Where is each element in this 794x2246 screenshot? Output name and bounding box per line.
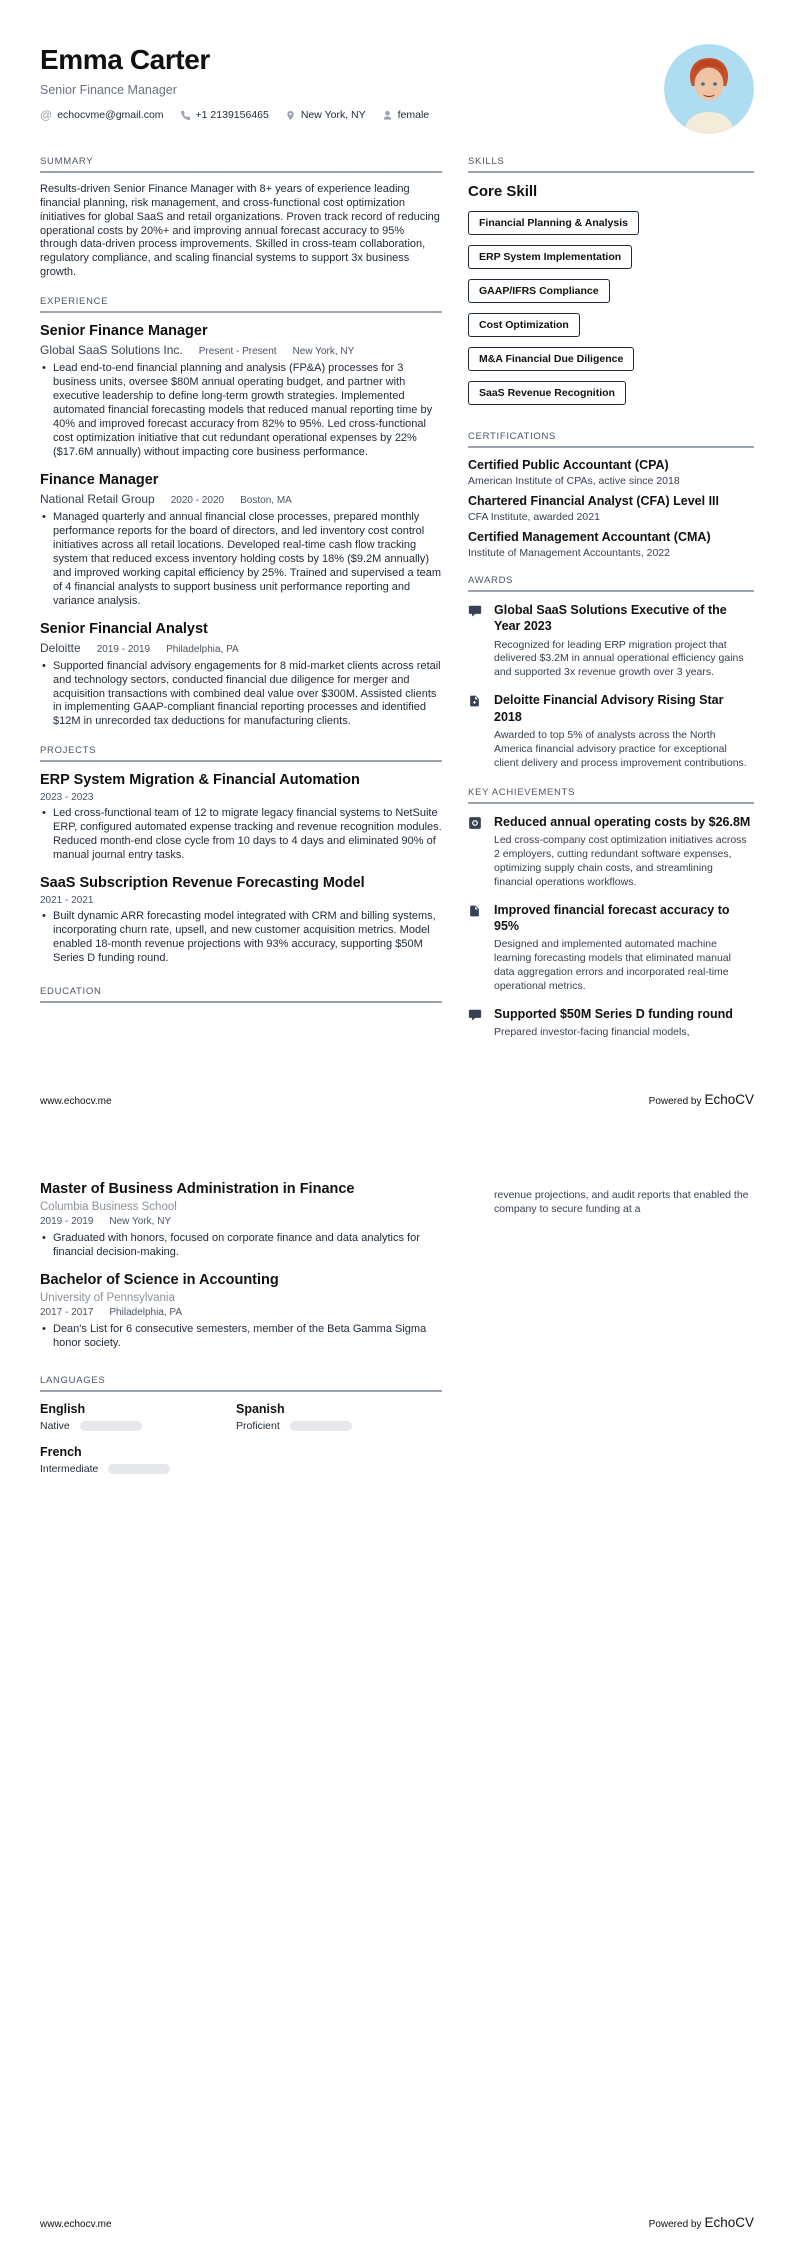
achievement-entry: [468, 902, 754, 994]
right-column: [468, 156, 754, 1052]
email-icon: @: [40, 108, 53, 122]
key-achievements-section-label: KEY ACHIEVEMENTS: [468, 787, 754, 804]
language-name: Spanish: [236, 1401, 285, 1416]
language-entry: [236, 1402, 432, 1432]
education-dates: 2019 - 2019: [40, 1216, 94, 1227]
education-location: New York, NY: [109, 1216, 172, 1227]
certifications-section-label: CERTIFICATIONS: [468, 431, 754, 448]
project-entry: [40, 772, 442, 863]
language-level: Native: [40, 1419, 70, 1432]
education-location: Philadelphia, PA: [109, 1306, 183, 1318]
summary-section-label: SUMMARY: [40, 156, 442, 173]
education-entry: [40, 1181, 442, 1260]
degree-title: Bachelor of Science in Accounting: [40, 1271, 279, 1288]
section-key-achievements: [468, 787, 754, 1041]
awards-section-label: AWARDS: [468, 575, 754, 592]
education-section-label: EDUCATION: [40, 986, 442, 1003]
comment-bubble-icon: [468, 602, 484, 680]
certification-org: American Institute of CPAs, active since 2018: [468, 475, 680, 487]
award-title: Global SaaS Solutions Executive of the Year 2023: [494, 603, 727, 634]
certification-name: Certified Management Accountant (CMA): [468, 530, 711, 544]
camera-icon: [468, 814, 484, 890]
footer-brand: EchoCV: [704, 2215, 754, 2230]
profile-photo: [664, 44, 754, 134]
experience-entry: [40, 323, 442, 460]
skill-chip: GAAP/IFRS Compliance: [468, 279, 610, 303]
section-summary: [40, 156, 442, 280]
footer-powered-text: Powered by: [648, 1096, 702, 1107]
project-dates: 2023 - 2023: [40, 792, 94, 804]
page-footer: [40, 1092, 754, 1107]
skill-chip: SaaS Revenue Recognition: [468, 381, 626, 405]
language-level: Proficient: [236, 1419, 280, 1432]
skill-chip: ERP System Implementation: [468, 245, 632, 269]
footer-powered-by: [649, 2215, 754, 2230]
file-plus-icon: [468, 692, 484, 770]
skill-chip: Financial Planning & Analysis: [468, 211, 639, 235]
job-location: Philadelphia, PA: [166, 643, 239, 655]
language-progress-track: [108, 1464, 170, 1474]
job-company: Deloitte: [40, 640, 81, 655]
certification-entry: [468, 530, 754, 559]
skill-chip: M&A Financial Due Diligence: [468, 347, 634, 371]
phone-icon: [180, 110, 191, 121]
job-location: New York, NY: [292, 346, 355, 358]
education-entry: [40, 1272, 442, 1351]
section-skills: [468, 156, 754, 415]
language-progress-track: [80, 1421, 142, 1431]
project-entry: [40, 875, 442, 966]
education-bullet: • Dean's List for 6 consecutive semesters, member of the Beta Gamma Sigma honor society.: [40, 1323, 442, 1351]
achievement-title: Reduced annual operating costs by $26.8M: [494, 814, 751, 829]
school-name: Columbia Business School: [40, 1201, 177, 1213]
section-languages: [40, 1375, 442, 1475]
job-bullet: • Supported financial advisory engagements for 8 mid-market clients across retail and technology sectors, conducted financial due diligence for merger and acquisition transactions with combined deal value over $300M. Assisted clients in implementing GAAP-compliant financial reporting processes and identified $12M in unrecorded tax deductions for manufacturing clients.: [40, 660, 442, 730]
education-dates: 2017 - 2017: [40, 1306, 94, 1318]
degree-title: Master of Business Administration in Finance: [40, 1181, 355, 1197]
language-progress-track: [290, 1421, 352, 1431]
achievement-title: Improved financial forecast accuracy to 95%: [494, 902, 730, 934]
achievement-title: Supported $50M Series D funding round: [494, 1007, 733, 1022]
job-title: Senior Financial Analyst: [40, 620, 208, 637]
section-awards: [468, 575, 754, 771]
section-experience: [40, 296, 442, 729]
job-dates: Present - Present: [198, 346, 277, 358]
page-footer: [40, 2215, 754, 2230]
education-bullet: • Graduated with honors, focused on corporate finance and data analytics for financial decision-making.: [40, 1232, 442, 1260]
section-certifications: [468, 431, 754, 559]
person-icon: [382, 110, 393, 121]
person-name: Emma Carter: [40, 44, 210, 75]
certification-org: Institute of Management Accountants, 2022: [468, 547, 670, 559]
experience-section-label: EXPERIENCE: [40, 296, 442, 313]
achievement-entry: [468, 1006, 754, 1040]
certification-name: Certified Public Accountant (CPA): [468, 458, 669, 472]
contact-gender-text: female: [397, 109, 430, 121]
job-dates: 2020 - 2020: [170, 494, 225, 506]
contact-location: [285, 109, 366, 121]
skills-group-title: Core Skill: [468, 183, 538, 200]
experience-entry: [40, 621, 442, 730]
section-education-start: [40, 986, 442, 1003]
job-bullet: • Managed quarterly and annual financial close processes, prepared monthly performance reports for the board of directors, and led inventory cost control initiatives across all retail locations. Developed real-time cash flow tracking system that reduced excess inventory holding costs by 18% ($9.2M annually) and improved working capital efficiency by 25%. Trained and supervised a team of 4 financial analysts to support business unit performance reporting and variance analysis.: [40, 511, 442, 609]
footer-powered-text: Powered by: [648, 2219, 702, 2230]
skill-chip: Cost Optimization: [468, 313, 580, 337]
section-projects: [40, 745, 442, 966]
summary-text: Results-driven Senior Finance Manager with 8+ years of experience leading financial planning, risk management, and cross-functional cost optimization initiatives for global SaaS and retail organizations. Proven track record of reducing operational costs by 20%+ and improving annual forecast accuracy to 95% through data-driven process improvements. Skilled in cross-team collaboration, regulatory compliance, and scaling financial systems to support 3x business growth.: [40, 183, 440, 279]
languages-section-label: LANGUAGES: [40, 1375, 442, 1392]
footer-brand: EchoCV: [704, 1092, 754, 1107]
skills-section-label: SKILLS: [468, 156, 754, 173]
job-company: Global SaaS Solutions Inc.: [40, 343, 183, 358]
footer-powered-by: [649, 1092, 754, 1107]
achievement-desc: Designed and implemented automated machine learning forecasting models that eliminated manual data aggregation errors and incorporated real-time operational metrics.: [494, 938, 731, 993]
contact-location-text: New York, NY: [300, 109, 366, 121]
contact-phone: [180, 109, 269, 121]
certification-entry: [468, 458, 754, 487]
job-title: Finance Manager: [40, 471, 159, 488]
project-title: SaaS Subscription Revenue Forecasting Model: [40, 875, 365, 892]
footer-url-link[interactable]: www.echocv.me: [40, 1096, 112, 1107]
certification-entry: [468, 494, 754, 523]
contact-phone-text: +1 2139156465: [195, 109, 269, 121]
project-bullet: • Built dynamic ARR forecasting model integrated with CRM and billing systems, incorporating churn rate, upsell, and new customer acquisition metrics. Model enabled 18-month revenue projections with 93% accuracy, supporting $50M Series D funding round.: [40, 910, 442, 966]
projects-section-label: PROJECTS: [40, 745, 442, 762]
contact-email: [40, 109, 164, 121]
language-name: French: [40, 1444, 82, 1459]
certification-name: Chartered Financial Analyst (CFA) Level III: [468, 494, 719, 508]
person-title: Senior Finance Manager: [40, 83, 177, 97]
achievement-desc: Led cross-company cost optimization initiatives across 2 employers, cutting redundant software expenses, optimizing supply chain costs, and streamlining financial operations workflows.: [494, 833, 747, 888]
language-level: Intermediate: [40, 1462, 99, 1475]
school-name: University of Pennsylvania: [40, 1291, 175, 1304]
left-column: [40, 1173, 442, 1479]
achievement-desc: Prepared investor-facing financial models,: [494, 1026, 690, 1039]
job-company: National Retail Group: [40, 491, 155, 506]
left-column: [40, 156, 442, 1052]
contact-row: [40, 109, 429, 121]
award-entry: [468, 692, 754, 770]
resume-page-2: [0, 1123, 794, 2246]
award-title: Deloitte Financial Advisory Rising Star 2018: [494, 693, 724, 724]
job-bullet: • Lead end-to-end financial planning and analysis (FP&A) processes for 3 business units, oversee $80M annual operating budget, and partner with executive leadership to define long-term growth strategies. Implemented automated financial forecasting models that reduced manual reporting time by 40% and improved forecast accuracy from 82% to 95%. Led cross-functional cost optimization initiative that cut redundant operational expenses by 22% ($17.6M annually) without impacting core business performance.: [40, 362, 442, 460]
contact-gender: [382, 109, 430, 121]
header-text: [40, 42, 429, 121]
certification-org: CFA Institute, awarded 2021: [468, 511, 600, 523]
right-column: [468, 1173, 754, 1479]
project-dates: 2021 - 2021: [40, 895, 94, 907]
file-icon: [468, 902, 484, 994]
job-dates: 2019 - 2019: [96, 643, 151, 655]
comment-bubble-icon: [468, 1006, 484, 1040]
language-name: English: [40, 1401, 86, 1416]
contact-email-text: echocvme@gmail.com: [57, 109, 164, 121]
footer-url-link[interactable]: www.echocv.me: [40, 2219, 112, 2230]
achievement-entry: [468, 814, 754, 890]
award-desc: Recognized for leading ERP migration project that delivered $3.2M in annual operational efficiency gains and supported 3x revenue growth over 3 years.: [494, 638, 744, 679]
job-title: Senior Finance Manager: [40, 323, 208, 340]
header: [40, 42, 754, 134]
language-entry: [40, 1445, 236, 1475]
achievement-desc-continued: revenue projections, and audit reports that enabled the company to secure funding at a: [494, 1188, 749, 1216]
language-entry: [40, 1402, 236, 1432]
experience-entry: [40, 472, 442, 609]
award-entry: [468, 602, 754, 680]
project-bullet: • Led cross-functional team of 12 to migrate legacy financial systems to NetSuite ERP, configured automated expense tracking and revenue recognition modules. Reduced month-end close cycle from 10 days to 4 days and eliminated 90% of manual journal entry tasks.: [40, 807, 442, 863]
award-desc: Awarded to top 5% of analysts across the North America financial advisory practice for exceptional client delivery and process improvement contributions.: [494, 728, 747, 769]
location-pin-icon: [285, 110, 296, 121]
job-location: Boston, MA: [240, 494, 292, 506]
project-title: ERP System Migration & Financial Automation: [40, 772, 360, 789]
